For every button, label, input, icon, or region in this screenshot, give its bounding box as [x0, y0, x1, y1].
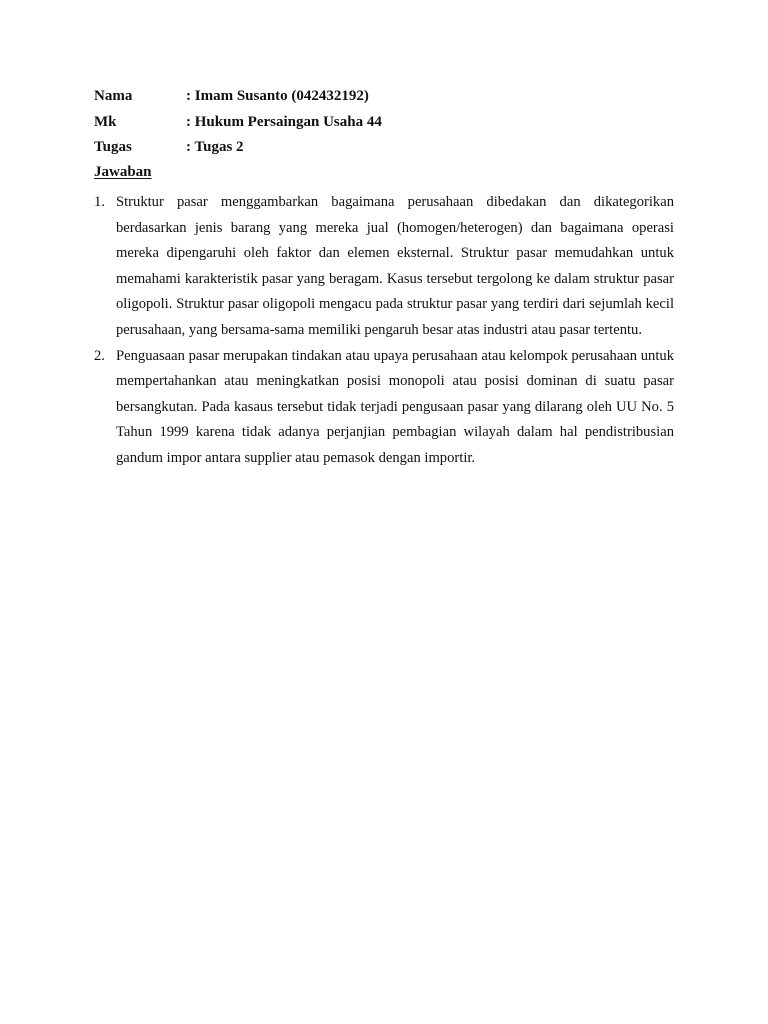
name-label: Nama [94, 88, 133, 104]
answer-text: Struktur pasar menggambarkan bagaimana perusahaan dibedakan dan dikategorikan berdasarkan jenis barang yang mereka jual (homogen/heterogen) dan bagaimana operasi mereka dipengaruhi oleh faktor dan elemen eksternal. Struktur pasar memudahkan untuk memahami karakteristik pasar yang beragam. Kasus tersebut tergolong ke dalam struktur pasar oligopoli. Struktur pasar oligopoli mengacu pada struktur pasar yang terdiri dari sejumlah kecil perusahaan, yang bersama-sama memiliki pengaruh besar atas industri atau pasar tertentu. [116, 194, 674, 338]
course-label: Mk [94, 113, 117, 130]
answer-list [94, 190, 674, 472]
course-value: : Hukum Persaingan Usaha 44 [186, 113, 382, 130]
answer-text: Penguasaan pasar merupakan tindakan atau upaya perusahaan atau kelompok perusahaan untuk mempertahankan atau meningkatkan posisi monopoli atau posisi dominan di suatu pasar bersangkutan. Pada kasaus tersebut tidak terjadi pengusaan pasar yang dilarang oleh UU No. 5 Tahun 1999 karena tidak adanya perjanjian pembagian wilayah dalam hal pendistribusian gandum impor antara supplier atau pemasok dengan importir. [116, 347, 674, 466]
course-row [94, 112, 684, 138]
assignment-row [94, 137, 684, 163]
answer-item [94, 190, 674, 344]
assignment-value: : Tugas 2 [186, 139, 244, 155]
answer-number: 1. [94, 194, 105, 210]
document-header [94, 86, 684, 163]
answer-item [94, 344, 674, 472]
name-value: : Imam Susanto (042432192) [186, 88, 369, 104]
answer-number: 2. [94, 347, 105, 364]
section-title: Jawaban [94, 164, 152, 180]
assignment-label: Tugas [94, 139, 132, 155]
name-row [94, 86, 684, 112]
